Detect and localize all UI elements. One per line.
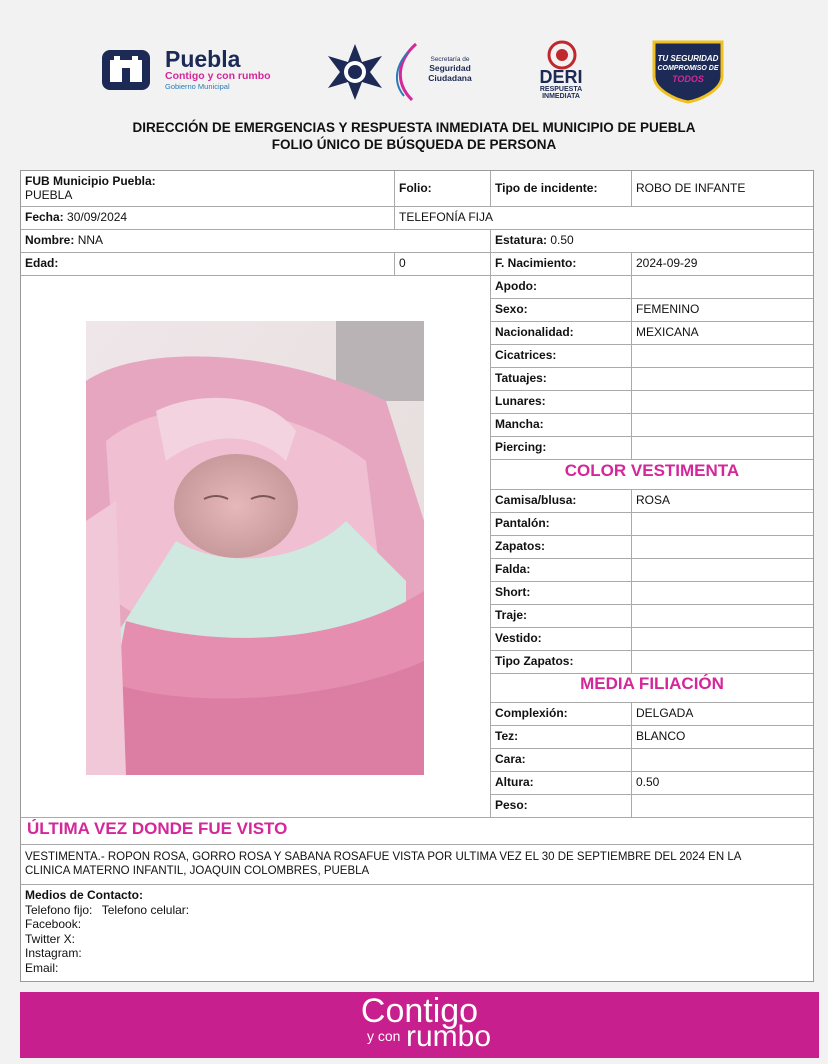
estatura-cell (491, 230, 813, 253)
nombre-value: NNA (77, 233, 104, 247)
last-seen-description (21, 845, 813, 885)
detail-value: BLANCO (632, 726, 813, 749)
incident-value: ROBO DE INFANTE (632, 171, 813, 207)
detail-value (632, 795, 813, 818)
fub-label: FUB Municipio Puebla: (25, 174, 156, 188)
nacimiento-value: 2024-09-29 (632, 253, 813, 276)
detail-label: Nacionalidad: (491, 322, 632, 345)
folio-label: Folio: (395, 171, 491, 207)
last-seen-line2: CLINICA MATERNO INFANTIL, JOAQUIN COLOMBRES, PUEBLA (25, 865, 370, 877)
detail-value: ROSA (632, 490, 813, 513)
detail-value (632, 345, 813, 368)
contact-section (21, 885, 813, 981)
logo-strip (0, 28, 828, 118)
deri-sub1: RESPUESTA (539, 86, 583, 93)
edad-value: 0 (395, 253, 491, 276)
police-star-icon (322, 42, 388, 107)
detail-label: Mancha: (491, 414, 632, 437)
shield-line3: TODOS (672, 74, 704, 84)
detail-label: Tipo Zapatos: (491, 651, 632, 674)
telefono-fijo-label: Telefono fijo: (25, 902, 93, 917)
document-subtitle: FOLIO ÚNICO DE BÚSQUEDA DE PERSONA (271, 137, 557, 152)
telefono-celular-label: Telefono celular: (101, 902, 190, 917)
nacimiento-label: F. Nacimiento: (491, 253, 632, 276)
detail-label: Piercing: (491, 437, 632, 460)
telefonia-value: TELEFONÍA FIJA (395, 207, 813, 230)
detail-label: Altura: (491, 772, 632, 795)
detail-value (632, 437, 813, 460)
shield-icon (650, 38, 726, 104)
fecha-label: Fecha: (25, 210, 64, 224)
email-label: Email: (25, 960, 59, 975)
shield-line1: TU SEGURIDAD (657, 54, 719, 63)
fub-cell (21, 171, 395, 207)
detail-label: Apodo: (491, 276, 632, 299)
twitter-label: Twitter X: (25, 931, 76, 946)
puebla-slogan: Contigo y con rumbo (165, 70, 271, 82)
detail-value (632, 368, 813, 391)
nombre-label: Nombre: (25, 233, 75, 247)
deri-text (526, 68, 596, 100)
detail-label: Lunares: (491, 391, 632, 414)
detail-value: DELGADA (632, 703, 813, 726)
detail-label: Cara: (491, 749, 632, 772)
detail-value (632, 749, 813, 772)
fecha-value: 30/09/2024 (67, 210, 128, 224)
ssc-line1: Secretaría de (430, 56, 470, 63)
detail-label: Tatuajes: (491, 368, 632, 391)
slogan-banner (20, 992, 819, 1058)
detail-value (632, 536, 813, 559)
contact-heading: Medios de Contacto: (25, 888, 144, 902)
edad-label: Edad: (21, 253, 395, 276)
detail-label: Tez: (491, 726, 632, 749)
estatura-value: 0.50 (550, 233, 574, 247)
puebla-name: Puebla (165, 46, 241, 72)
detail-label: Traje: (491, 605, 632, 628)
nombre-cell (21, 230, 491, 253)
detail-value: MEXICANA (632, 322, 813, 345)
detail-value (632, 651, 813, 674)
detail-label: Zapatos: (491, 536, 632, 559)
detail-label: Vestido: (491, 628, 632, 651)
detail-value (632, 276, 813, 299)
detail-label: Camisa/blusa: (491, 490, 632, 513)
detail-label: Complexión: (491, 703, 632, 726)
estatura-label: Estatura: (495, 233, 548, 247)
detail-value (632, 391, 813, 414)
detail-label: Sexo: (491, 299, 632, 322)
puebla-crest-icon (100, 48, 152, 97)
missing-person-photo (86, 321, 424, 775)
contact-phones (25, 903, 809, 918)
search-form-sheet (20, 170, 814, 982)
detail-value (632, 628, 813, 651)
ssc-text (420, 56, 480, 83)
incident-label: Tipo de incidente: (491, 171, 632, 207)
banner-line1: Contigo (360, 992, 479, 1030)
detail-value (632, 513, 813, 536)
detail-value: 0.50 (632, 772, 813, 795)
ssc-swoosh-icon (386, 42, 422, 109)
document-title: DIRECCIÓN DE EMERGENCIAS Y RESPUESTA INMEDIATA DEL MUNICIPIO DE PUEBLA (132, 120, 696, 135)
banner-big: rumbo (406, 1020, 492, 1053)
last-seen-line1: VESTIMENTA.- ROPON ROSA, GORRO ROSA Y SABANA ROSAFUE VISTA POR ULTIMA VEZ EL 30 DE SEPTIEMBRE DEL 2024 EN LA (25, 851, 742, 863)
detail-label: Short: (491, 582, 632, 605)
facebook-label: Facebook: (25, 917, 82, 931)
detail-label: Pantalón: (491, 513, 632, 536)
banner-small: y con (367, 1028, 401, 1044)
instagram-label: Instagram: (25, 946, 82, 960)
detail-label: Falda: (491, 559, 632, 582)
shield-line2: COMPROMISO DE (657, 65, 719, 72)
deri-sub2: INMEDIATA (542, 93, 580, 100)
puebla-sub: Gobierno Municipal (165, 82, 230, 91)
detail-label: Cicatrices: (491, 345, 632, 368)
filiacion-heading: MEDIA FILIACIÓN (491, 673, 813, 703)
fecha-cell (21, 207, 395, 230)
last-seen-heading: ÚLTIMA VEZ DONDE FUE VISTO (21, 817, 813, 845)
detail-value (632, 605, 813, 628)
detail-value (632, 559, 813, 582)
detail-value (632, 582, 813, 605)
detail-value (632, 414, 813, 437)
deri-name: DERI (539, 67, 583, 87)
detail-value: FEMENINO (632, 299, 813, 322)
detail-label: Peso: (491, 795, 632, 818)
vestimenta-heading: COLOR VESTIMENTA (491, 460, 813, 490)
ssc-line2: Seguridad (429, 63, 471, 73)
fub-value: PUEBLA (25, 188, 73, 202)
ssc-line3: Ciudadana (428, 73, 472, 83)
puebla-logo-text (165, 48, 275, 91)
